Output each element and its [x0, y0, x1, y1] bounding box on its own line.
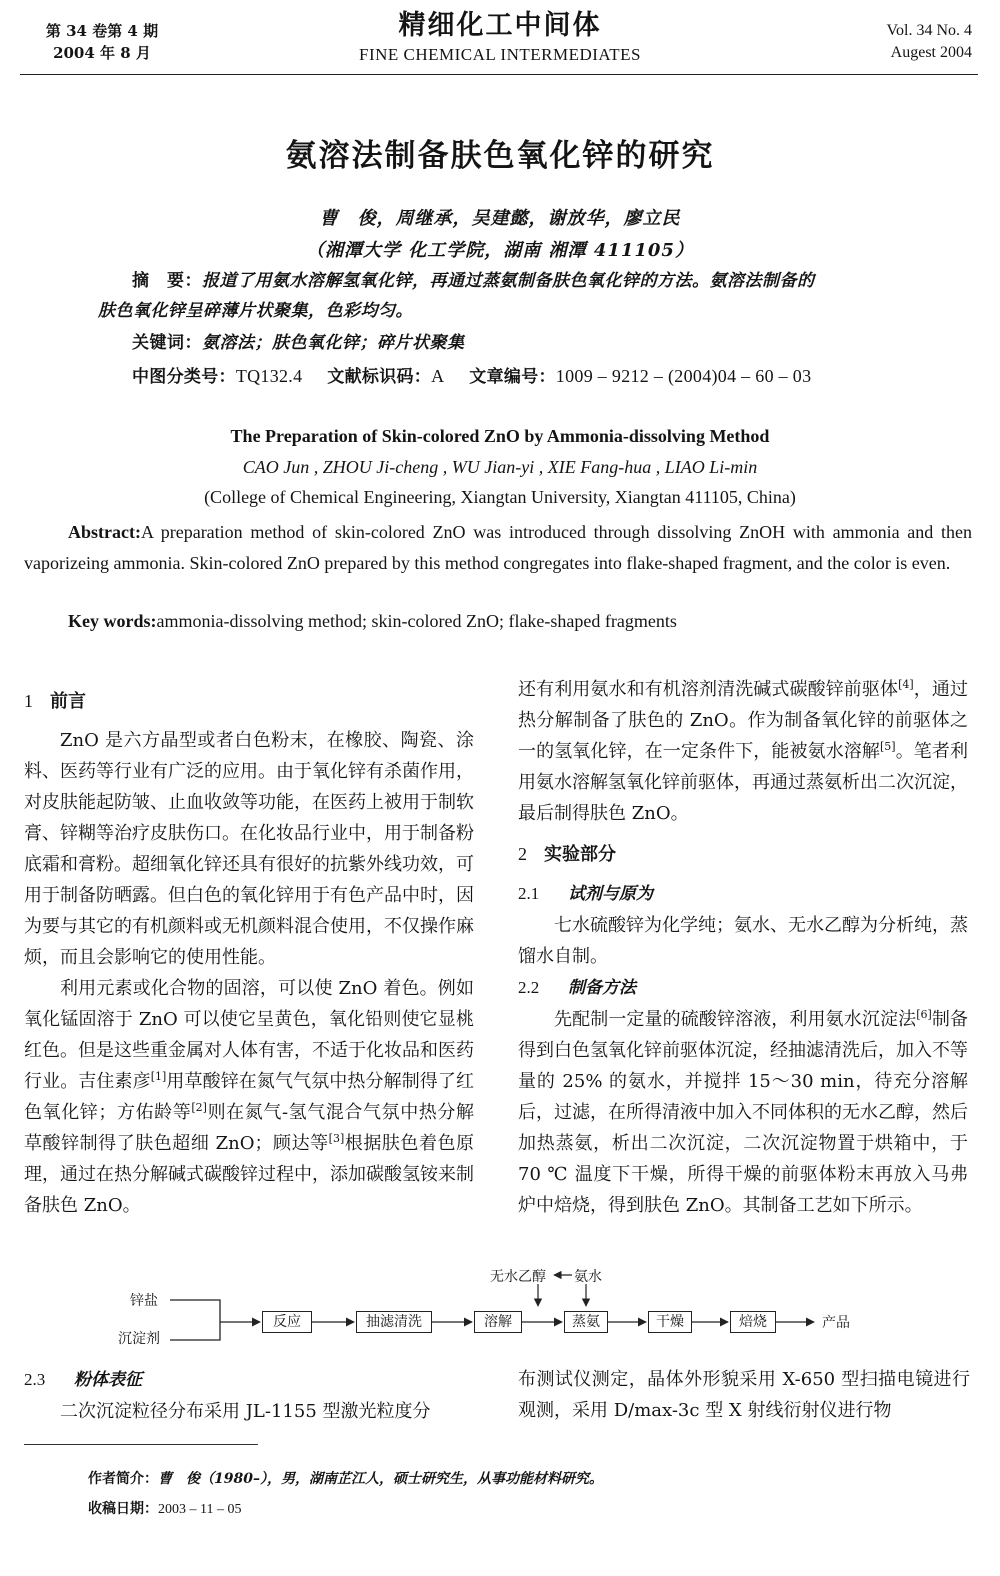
section-1-number: 1 [24, 691, 33, 711]
author-bio-value: 曹 俊（1980–），男，湖南芷江人，硕士研究生，从事功能材料研究。 [158, 1471, 603, 1487]
input-zinc-salt: 锌盐 [130, 1293, 158, 1309]
section-2-3-heading [24, 1364, 474, 1396]
section-2-2-paragraph [518, 1004, 968, 1221]
header-vol-issue-en: Vol. 34 No. 4 [886, 22, 972, 39]
section-2-3-continued: 布测试仪测定，晶体外形貌采用 X-650 型扫描电镜进行观测，采用 D/max-3c 型 X 射线衍射仪进行物 [518, 1369, 970, 1421]
section-2-heading [518, 839, 968, 870]
journal-title-cn: 精细化工中间体 [398, 10, 602, 41]
header-issue-cn [22, 20, 182, 64]
received-date-label: 收稿日期： [88, 1501, 158, 1517]
abstract-en-text: A preparation method of skin-colored ZnO was introduced through dissolving ZnOH with ammonia and then vaporizeing ammonia. Skin-colored ZnO prepared by this method congregates into flake-shaped fragment, and the color is even. [24, 522, 972, 573]
intro-continued-paragraph [518, 674, 968, 829]
clc-value: TQ132.4 [235, 366, 303, 386]
authors-en: CAO Jun , ZHOU Ji-cheng , WU Jian-yi , XIE Fang-hua , LIAO Li-min [242, 457, 758, 477]
section-2-1-paragraph: 七水硫酸锌为化学纯；氨水、无水乙醇为分析纯，蒸馏水自制。 [518, 915, 968, 967]
body-right-column [518, 674, 968, 1221]
author-bio-label: 作者简介： [88, 1471, 158, 1487]
keywords-en-value: ammonia-dissolving method; skin-colored ZnO; flake-shaped fragments [156, 611, 677, 631]
received-date-value: 2003 – 11 – 05 [158, 1502, 242, 1517]
body-left-column [24, 686, 474, 1221]
section-1-heading [24, 686, 474, 717]
abstract-cn [98, 266, 908, 326]
step-evaporate-ammonia: 蒸氨 [564, 1311, 608, 1333]
authors-cn: 曹 俊，周继承，吴建懿，谢放华，廖立民 [319, 208, 681, 229]
paper-title-cn: 氨溶法制备肤色氧化锌的研究 [285, 138, 715, 174]
article-number-value: 1009 – 9212 – (2004)04 – 60 – 03 [555, 366, 812, 386]
paper-title-en: The Preparation of Skin-colored ZnO by Ammonia-dissolving Method [230, 426, 770, 446]
abstract-en-label: Abstract: [68, 522, 141, 542]
header-divider [20, 74, 978, 75]
citation-2: [2] [191, 1101, 207, 1114]
section-2-1-number: 2.1 [518, 884, 540, 903]
para2-part-c: 则在氮气-氢气混合气氛中热分解草酸锌制得了肤色超细 ZnO；顾达等 [24, 1102, 474, 1154]
section-2-3 [24, 1364, 474, 1427]
intro-cont-part-a: 还有利用氨水和有机溶剂清洗碱式碳酸锌前驱体 [518, 679, 899, 700]
doc-code-label: 文献标识码： [327, 367, 432, 387]
classification-line [132, 362, 912, 387]
affiliation-cn: （湘潭大学 化工学院，湖南 湘潭 411105） [306, 240, 694, 261]
doc-code-value: A [431, 366, 445, 386]
step-reaction: 反应 [262, 1311, 312, 1333]
keywords-cn-label: 关键词： [132, 333, 202, 353]
article-number-label: 文章编号： [469, 367, 556, 387]
sec22-part-b: 制备得到白色氢氧化锌前驱体沉淀，经抽滤清洗后，加入不等量的 25% 的氨水，并搅拌 15～30 min，待充分溶解后，过滤，在所得清液中加入不同体积的无水乙醇，然后加热蒸氨，析出二次沉淀，二次沉淀物置于烘箱中，于 70 ℃ 温度下干燥，所得干燥的前驱体粉末再放入马弗炉中焙烧，得到肤色 ZnO。其制备工艺如下所示。 [518, 1009, 968, 1216]
para2-part-a: 利用元素或化合物的固溶，可以使 ZnO 着色。例如氧化锰固溶于 ZnO 可以使它呈黄色，氧化铅则使它显桃红色。但是这些重金属对人体有害，不适于化妆品和医药行业。吉住素彦 [24, 978, 474, 1092]
clc-label: 中图分类号： [132, 367, 236, 387]
citation-6: [6] [916, 1008, 932, 1021]
header-date-cn: 2004 年 8 月 [53, 44, 151, 62]
output-product: 产品 [822, 1315, 850, 1331]
section-1-paragraph-2 [24, 973, 474, 1221]
section-2-3-title: 粉体表征 [74, 1370, 142, 1390]
journal-title-en: FINE CHEMICAL INTERMEDIATES [358, 45, 642, 64]
abstract-en [24, 517, 972, 579]
input-precipitant: 沉淀剂 [118, 1331, 160, 1347]
step-dissolve: 溶解 [474, 1311, 522, 1333]
citation-5: [5] [880, 740, 896, 753]
keywords-en [68, 611, 968, 632]
section-2-title: 实验部分 [544, 844, 616, 865]
para2-part-b: 用草酸锌在氮气气氛中热分解制得了红色氧化锌；方佑龄等 [24, 1071, 474, 1123]
section-2-2-title: 制备方法 [568, 978, 636, 998]
additive-ammonia: 氨水 [574, 1269, 602, 1285]
footnote-divider [24, 1444, 258, 1445]
citation-1: [1] [150, 1070, 167, 1083]
header-issue-en [832, 20, 972, 64]
section-2-3-number: 2.3 [24, 1370, 46, 1389]
citation-3: [3] [328, 1132, 345, 1145]
section-2-1-heading [518, 878, 968, 910]
abstract-cn-line2: 肤色氧化锌呈碎薄片状聚集，色彩均匀。 [98, 301, 413, 321]
journal-title [300, 8, 700, 66]
sec22-part-a: 先配制一定量的硫酸锌溶液，利用氨水沉淀法 [554, 1009, 917, 1030]
section-2-1-title: 试剂与原为 [568, 884, 653, 904]
section-1-paragraph-1: ZnO 是六方晶型或者白色粉末，在橡胶、陶瓷、涂料、医药等行业有广泛的应用。由于氧化锌有杀菌作用，对皮肤能起防皱、止血收敛等功能，在医药上被用于制软膏、锌糊等治疗皮肤伤口。在化妆品行业中，用于制备粉底霜和膏粉。超细氧化锌还具有很好的抗紫外线功效，可用于制备防晒露。但白色的氧化锌用于有色产品中时，因为要与其它的有机颜料或无机颜料混合使用，不仅操作麻烦，而且会影响它的使用性能。 [24, 730, 474, 968]
section-2-2-number: 2.2 [518, 978, 540, 997]
citation-4: [4] [898, 678, 914, 691]
step-calcine: 焙烧 [730, 1311, 776, 1333]
step-filter-wash: 抽滤清洗 [356, 1311, 432, 1333]
affiliation-en: (College of Chemical Engineering, Xiangtan University, Xiangtan 411105, China) [204, 487, 796, 507]
keywords-cn-value: 氨溶法；肤色氧化锌；碎片状聚集 [202, 333, 465, 353]
intro-cont-part-b: ，通过热分解制备了肤色的 ZnO。作为制备氧化锌的前驱体之一的氢氧化锌，在一定条件下，能被氨水溶解 [518, 679, 969, 762]
intro-cont-part-c: 。笔者利用氨水溶解氢氧化锌前驱体，再通过蒸氨析出二次沉淀，最后制得肤色 ZnO。 [518, 741, 969, 824]
para2-part-d: 根据肤色着色原理，通过在热分解碱式碳酸锌过程中，添加碳酸氢铵来制备肤色 ZnO。 [24, 1133, 475, 1216]
section-2-2-heading [518, 972, 968, 1004]
step-dry: 干燥 [648, 1311, 692, 1333]
header-date-en: Augest 2004 [890, 44, 972, 61]
abstract-cn-line1: 报道了用氨水溶解氢氧化锌，再通过蒸氨制备肤色氧化锌的方法。氨溶法制备的 [202, 271, 815, 291]
abstract-cn-label: 摘 要： [132, 271, 202, 291]
keywords-en-label: Key words: [68, 611, 157, 631]
additive-ethanol: 无水乙醇 [490, 1269, 546, 1285]
section-2-3-paragraph: 二次沉淀粒径分布采用 JL-1155 型激光粒度分 [60, 1401, 431, 1422]
input-bracket [170, 1300, 220, 1340]
author-bio [88, 1468, 603, 1488]
received-date [88, 1498, 241, 1518]
section-1-title: 前言 [50, 691, 86, 712]
keywords-cn [132, 328, 912, 353]
section-2-number: 2 [518, 844, 527, 864]
header-vol-issue-cn: 第 34 卷第 4 期 [45, 22, 159, 40]
process-flowchart [110, 1266, 870, 1356]
